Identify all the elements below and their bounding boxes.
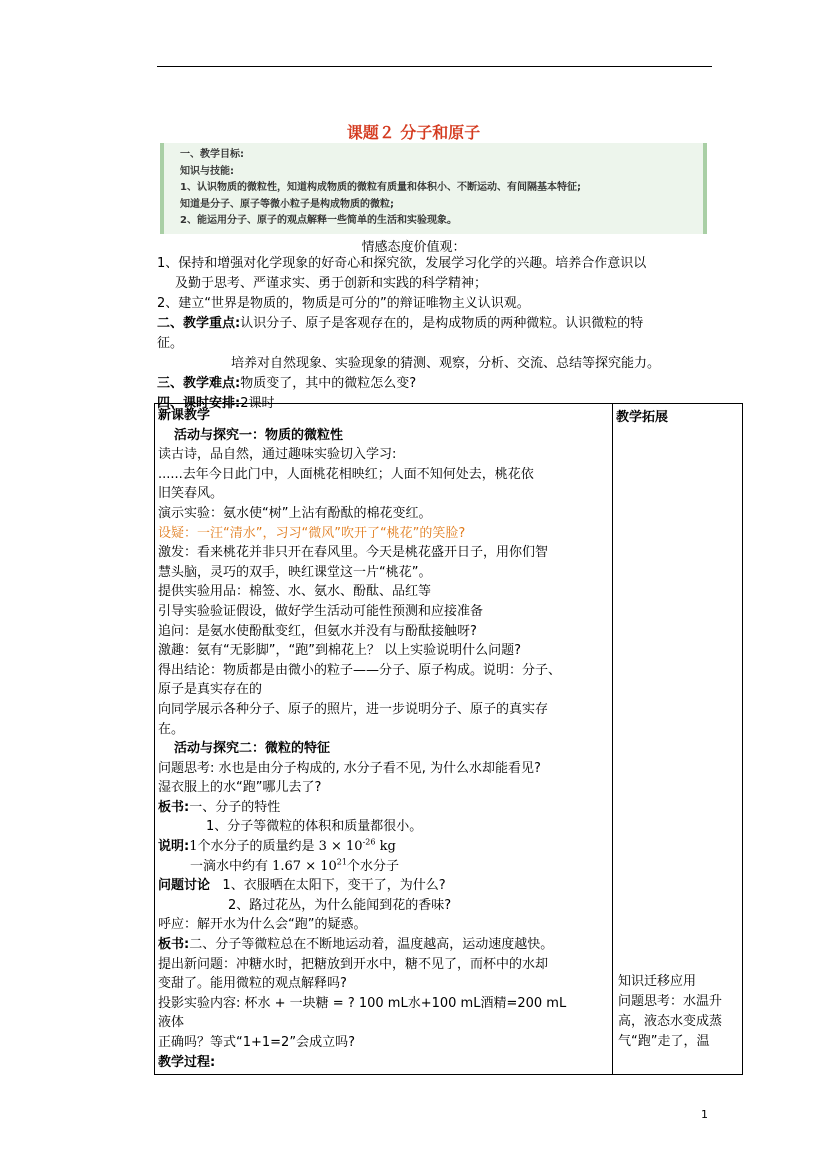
header-rule	[157, 66, 712, 67]
objective-line: 知道是分子、原子等微小粒子是构成物质的微粒;	[180, 198, 394, 210]
objectives-image	[160, 143, 707, 234]
text-line: 提供实验用品：棉签、水、氨水、酚酞、品红等	[158, 584, 432, 600]
board2-text: 二、分子等微粒总在不断地运动着，温度越高，运动速度越快。	[189, 937, 554, 953]
activity-2-title: 活动与探究二：微粒的特征	[174, 741, 331, 757]
explain-line	[158, 837, 609, 857]
text-line: 旧笑春风。	[158, 486, 224, 502]
discuss-2: 2、路过花丛，为什么能闻到花的香味?	[228, 897, 452, 913]
board2-line	[158, 935, 609, 955]
intro-line: 2、建立“世界是物质的，物质是可分的”的辩证唯物主义认识观。	[157, 296, 530, 311]
activity-1-title: 活动与探究一：物质的微粒性	[174, 427, 344, 443]
discuss-label: 问题讨论	[158, 878, 211, 894]
discuss-1: 1、衣服晒在太阳下，变干了，为什么?	[222, 878, 446, 894]
diff-label: 三、教学难点:	[157, 376, 241, 391]
text-line: 激发：看来桃花并非只开在春风里。今天是桃花盛开日子，用你们智	[158, 545, 549, 561]
extension-line: 气“跑”走了，温	[618, 1034, 710, 1049]
objective-line: 一、教学目标:	[180, 149, 244, 160]
extension-line: 知识迁移应用	[618, 974, 697, 989]
board2-label: 板书:	[158, 937, 190, 953]
text-line: 引导实验验证假设，做好学生活动可能性预测和应接准备	[158, 603, 484, 619]
text-line: 向同学展示各种分子、原子的照片，进一步说明分子、原子的真实存	[158, 701, 549, 717]
ability-line: 培养对自然现象、实验现象的猜测、观察，分析、交流、总结等探究能力。	[231, 356, 661, 371]
text-line: 变甜了。能用微粒的观点解释吗?	[158, 976, 347, 992]
lesson-cell	[155, 404, 613, 1075]
drop-text: 一滴水中约有 1.67 × 10	[190, 858, 337, 874]
text-line: 在。	[158, 721, 185, 737]
text-line: 慧头脑，灵巧的双手，映红课堂这一片“桃花”。	[158, 564, 432, 580]
projection-line: 投影实验内容: 杯水 + 一块糖 = ? 100 mL水+100 mL酒精=200 mL	[158, 995, 567, 1011]
text-line: 追问：是氨水使酚酞变红，但氨水并没有与酚酞接触呀?	[158, 623, 477, 639]
drop-line	[158, 857, 609, 877]
key-points	[157, 314, 717, 334]
extension-head: 教学拓展	[616, 410, 669, 425]
board-label: 板书:	[158, 799, 190, 815]
objective-line: 知识与技能:	[180, 165, 234, 177]
explain-text: 1个水分子的质量约是 3 × 10	[189, 839, 363, 855]
text-line: 液体	[158, 1015, 185, 1031]
drop-unit: 个水分子	[346, 858, 399, 874]
text-line: 提出新问题：冲糖水时，把糖放到开水中，糖不见了，而杯中的水却	[158, 956, 549, 972]
page-number: 1	[701, 1108, 708, 1121]
extension-notes	[618, 972, 743, 1052]
drop-exponent: 21	[336, 857, 347, 867]
hours-label: 四、课时安排:	[157, 396, 241, 411]
page-title: 课题２ 分子和原子	[346, 123, 481, 142]
extension-line: 问题思考：水温升	[618, 994, 723, 1009]
text-line: 正确吗？等式“1+1=2”会成立吗?	[158, 1035, 355, 1050]
intro-line: 1、保持和增强对化学现象的好奇心和探究欲，发展学习化学的兴趣。培养合作意识以	[157, 256, 647, 271]
discuss-line	[158, 876, 609, 896]
extension-line: 高，液态水变成蒸	[618, 1014, 723, 1029]
explain-exponent: -26	[362, 837, 376, 847]
key-label: 二、教学重点:	[157, 316, 241, 331]
objective-line: 2、能运用分子、原子的观点解释一些简单的生活和实验现象。	[180, 215, 457, 226]
lesson-table	[154, 403, 743, 1075]
extension-cell	[613, 404, 743, 1075]
board-text: 一、分子的特性	[189, 799, 281, 815]
intro-line: 及勤于思考、严谨求实、勇于创新和实践的科学精神；	[175, 276, 488, 291]
left-head: 新课教学	[158, 408, 211, 423]
key-text-cont: 征。	[157, 336, 184, 351]
process-label: 教学过程:	[158, 1054, 216, 1070]
text-line: 演示实验：氨水使“树”上沾有酚酞的棉花变红。	[158, 505, 432, 521]
objective-line: 1、认识物质的微粒性，知道构成物质的微粒有质量和体积小、不断运动、有间隔基本特征;	[180, 182, 581, 193]
board-line	[158, 798, 609, 818]
explain-label: 说明:	[158, 839, 190, 855]
text-line: 湿衣服上的水“跑”哪儿去了?	[158, 780, 322, 796]
text-line: 激趣：氨有“无影脚”，“跑”到棉花上？ 以上实验说明什么问题?	[158, 643, 521, 659]
echo-line: 呼应：解开水为什么会“跑”的疑惑。	[158, 917, 367, 933]
text-line: 读古诗，品自然，通过趣味实验切入学习:	[158, 447, 397, 463]
text-line: 得出结论：物质都是由微小的粒子——分子、原子构成。说明：分子、	[158, 662, 562, 678]
key-text: 认识分子、原子是客观存在的，是构成物质的两种微粒。认识微粒的特	[240, 316, 644, 331]
hours-text: 2课时	[240, 396, 275, 411]
explain-unit: kg	[375, 839, 396, 855]
text-line: ......去年今日此门中，人面桃花相映红；人面不知何处去，桃花依	[158, 466, 534, 482]
emotion-title: 情感态度价值观：	[361, 240, 466, 255]
text-line: 问题思考: 水也是由分子构成的, 水分子看不见, 为什么水却能看见?	[158, 760, 541, 776]
difficulty	[157, 374, 717, 394]
intro-section	[157, 254, 717, 414]
text-line: 原子是真实存在的	[158, 682, 263, 698]
diff-text: 物质变了，其中的微粒怎么变?	[240, 376, 417, 391]
hypothesis-line: 设疑：一汪“清水”，习习“微风”吹开了“桃花”的笑脸?	[158, 525, 466, 541]
board-item: 1、分子等微粒的体积和质量都很小。	[206, 819, 423, 835]
